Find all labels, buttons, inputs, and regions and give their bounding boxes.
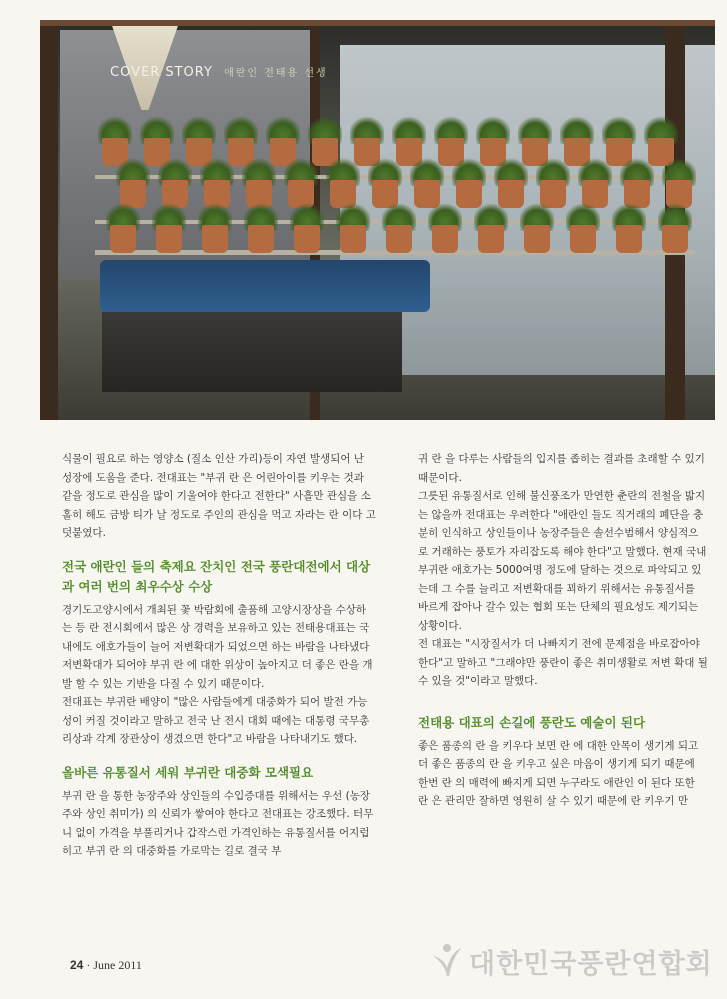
article-paragraph: 부귀 란 을 통한 농장주와 상인들의 수입증대를 위해서는 우선 (농장주와 상인 취미가) 의 신뢰가 쌓여야 한다고 전대표는 강조했다. 터무니 없이 가격을 부풀리거나 갑작스런 가격인하는 유통질서를 어지럽히고 부귀 란 의 대중화를 가로막는 길로 결국 부 (62, 789, 374, 857)
watermark-text: 대한민국풍란연합회 (469, 949, 713, 980)
clay-pot (110, 225, 136, 253)
clay-pot (248, 225, 274, 253)
section-heading: 전국 애란인 들의 축제요 잔치인 전국 풍란대전에서 대상과 여러 번의 최우수상 수상 (62, 558, 371, 594)
clay-pot (156, 225, 182, 253)
article-paragraph: 좋은 품종의 란 을 키우다 보면 란 에 대한 안목이 생기게 되고 더 좋은 품종의 란 을 키우고 싶은 마음이 생기게 되기 때문에 한번 란 의 매력에 빠지게 되면 누구라도 애란인 이 된다 또한 란 은 관리만 잘하면 영원히 살 수 있기 때문에 란 키우기 만 (418, 739, 699, 807)
page-number: 24 (70, 958, 84, 972)
clay-pot (340, 225, 366, 253)
section-heading: 올바른 유통질서 세워 부귀란 대중화 모색필요 (62, 764, 314, 780)
article-column-right (418, 450, 708, 811)
article-paragraph: 전대표는 부귀란 배양이 "많은 사람들에게 대중화가 되어 발전 가능성이 커질 것이라고 말하고 전국 난 전시 대회 때에는 대통령 국무총리상과 각계 장관상이 생겼으면 한다"고 바람을 나타내기도 했다. (62, 696, 370, 745)
photo-blue-tray (100, 260, 430, 312)
clay-pot (294, 225, 320, 253)
article-paragraph: 귀 란 을 다루는 사람들의 입지를 좁히는 결과를 초래할 수 있기 때문이다. (418, 453, 705, 484)
cover-story-tag (110, 64, 328, 80)
clay-pot (662, 225, 688, 253)
article-column-left (62, 450, 376, 861)
cover-story-section: 애란인 전태용 선생 (224, 68, 328, 79)
issue-date: · June 2011 (86, 958, 142, 972)
clay-pot (432, 225, 458, 253)
orchid-logo-icon (429, 940, 465, 980)
clay-pot (524, 225, 550, 253)
article-paragraph: 그릇된 유통질서로 인해 불신풍조가 만연한 춘란의 전철을 밟지는 않을까 전대표는 우려한다 "애란인 들도 직거래의 폐단을 충분히 인식하고 상인들이나 농장주들은 솔선수범해서 양심적으로 거래하는 풍토가 자리잡도록 해야 한다"고 말했다. 현재 국내 부귀란 애호가는 5000여명 정도에 달하는 것으로 파악되고 있는데 그 수를 늘리고 저변확대를 꾀하기 위해서는 유통질서를 바르게 잡아나 갈수 있는 협회 또는 단체의 필요성도 제기되는 상황이다. (418, 490, 707, 632)
clay-pot (478, 225, 504, 253)
association-watermark (425, 932, 725, 992)
cover-story-label: COVER STORY (110, 65, 213, 80)
cover-photo-greenhouse-orchids (40, 20, 715, 420)
clay-pot (570, 225, 596, 253)
photo-frame-post (40, 20, 58, 420)
clay-pot (386, 225, 412, 253)
article-paragraph: 전 대표는 "시장질서가 더 나빠지기 전에 문제점을 바로잡아야 한다"고 말하고 "그래야만 풍란이 좋은 취미생활로 저변 확대 될 수 있을 것"이라고 말했다. (418, 638, 708, 687)
page-footer (70, 958, 142, 973)
clay-pot (616, 225, 642, 253)
clay-pot (202, 225, 228, 253)
article-paragraph: 경기도고양시에서 개최된 꽃 박람회에 출품해 고양시장상을 수상하는 등 란 전시회에서 많은 상 경력을 보유하고 있는 전태용대표는 국내에도 애호가들이 늘어 저변확대가 되었으면 하는 바람을 나타냈다 저변확대가 되어야 부귀 란 에 대한 위상이 높아지고 더 좋은 란을 개발 할 수 있는 기반을 다질 수 있기 때문이다. (62, 603, 373, 690)
section-heading: 전태용 대표의 손길에 풍란도 예술이 된다 (418, 714, 646, 730)
article-paragraph: 식물이 필요로 하는 영양소 (질소 인산 가리)등이 자연 발생되어 난 성장에 도움을 준다. 전대표는 "부귀 란 은 어린아이를 키우는 것과 같을 정도로 관심을 많이 기울여야 한다고 전한다" 사흘만 관심을 소홀히 해도 금방 티가 날 정도로 주인의 관심을 먹고 자라는 란 이다 고 덧붙였다. (62, 453, 376, 539)
photo-black-box (102, 312, 402, 392)
photo-frame-bar (40, 20, 715, 26)
